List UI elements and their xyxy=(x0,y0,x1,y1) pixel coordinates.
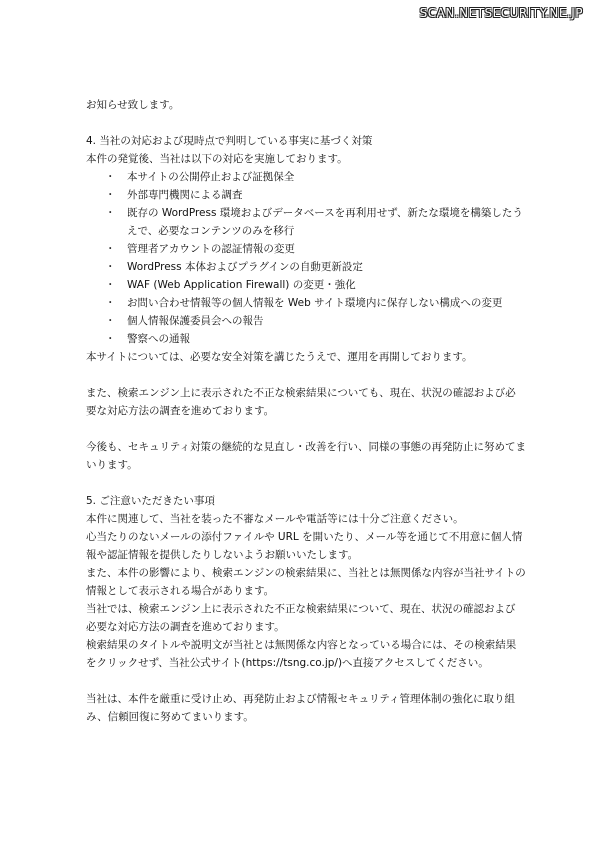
caution-paragraph: また、本件の影響により、検索エンジンの検索結果に、当社とは無関係な内容が当社サイトの情報として表示される場合があります。 xyxy=(86,567,526,597)
list-item xyxy=(86,276,526,294)
list-item xyxy=(86,330,526,348)
document-body xyxy=(86,96,526,726)
bullet: ・ xyxy=(105,315,116,327)
list-item xyxy=(86,186,526,204)
list-item xyxy=(86,168,526,186)
list-item xyxy=(86,258,526,276)
list-item xyxy=(86,204,526,240)
section-5-heading: 5. ご注意いただきたい事項 xyxy=(86,495,215,507)
resume-statement: 本サイトについては、必要な安全対策を講じたうえで、運用を再開しております。 xyxy=(86,351,473,363)
section-4-heading: 4. 当社の対応および現時点で判明している事実に基づく対策 xyxy=(86,135,373,147)
list-item-text: WordPress 本体およびプラグインの自動更新設定 xyxy=(127,261,363,273)
spacer xyxy=(86,474,526,492)
list-item xyxy=(86,312,526,330)
site-watermark: SCAN.NETSECURITY.NE.JP xyxy=(419,6,583,20)
search-results-statement: また、検索エンジン上に表示された不正な検索結果についても、現在、状況の確認および必要な対応方法の調査を進めております。 xyxy=(86,387,516,417)
bullet: ・ xyxy=(105,297,116,309)
list-item-text: お問い合わせ情報等の個人情報を Web サイト環境内に保存しない構成への変更 xyxy=(127,297,503,309)
caution-paragraph: 当社では、検索エンジン上に表示された不正な検索結果について、現在、状況の確認および必要な対応方法の調査を進めております。 xyxy=(86,603,516,633)
list-item-text: 警察への通報 xyxy=(127,333,190,345)
spacer xyxy=(86,114,526,132)
bullet: ・ xyxy=(105,207,116,219)
future-statement: 今後も、セキュリティ対策の継続的な見直し・改善を行い、同様の事態の再発防止に努めてまいります。 xyxy=(86,441,526,471)
bullet: ・ xyxy=(105,243,116,255)
bullet: ・ xyxy=(105,171,116,183)
closing-statement: 当社は、本件を厳重に受け止め、再発防止および情報セキュリティ管理体制の強化に取り組み、信頼回復に努めてまいります。 xyxy=(86,693,516,723)
list-item-text: 外部専門機関による調査 xyxy=(127,189,243,201)
bullet: ・ xyxy=(105,333,116,345)
measures-list xyxy=(86,168,526,348)
caution-paragraph: 本件に関連して、当社を装った不審なメールや電話等には十分ご注意ください。 xyxy=(86,513,464,525)
bullet: ・ xyxy=(105,189,116,201)
spacer xyxy=(86,420,526,438)
list-item-text: 個人情報保護委員会への報告 xyxy=(127,315,264,327)
list-item xyxy=(86,240,526,258)
list-item-text: 本サイトの公開停止および証拠保全 xyxy=(127,171,295,183)
section-4-lead: 本件の発覚後、当社は以下の対応を実施しております。 xyxy=(86,153,348,165)
caution-paragraph: 心当たりのないメールの添付ファイルや URL を開いたり、メール等を通じて不用意に個人情報や認証情報を提供したりしないようお願いいたします。 xyxy=(86,531,523,561)
spacer xyxy=(86,366,526,384)
list-item-text: 管理者アカウントの認証情報の変更 xyxy=(127,243,295,255)
bullet: ・ xyxy=(105,261,116,273)
caution-paragraph: 検索結果のタイトルや説明文が当社とは無関係な内容となっている場合には、その検索結果をクリックせず、当社公式サイト(https://tsng.co.jp/)へ直接アクセスしてください。 xyxy=(86,639,517,669)
spacer xyxy=(86,672,526,690)
list-item-text: 既存の WordPress 環境およびデータベースを再利用せず、新たな環境を構築したうえで、必要なコンテンツのみを移行 xyxy=(127,207,523,237)
intro-tail: お知らせ致します。 xyxy=(86,99,180,111)
list-item-text: WAF (Web Application Firewall) の変更・強化 xyxy=(127,279,356,291)
bullet: ・ xyxy=(105,279,116,291)
list-item xyxy=(86,294,526,312)
